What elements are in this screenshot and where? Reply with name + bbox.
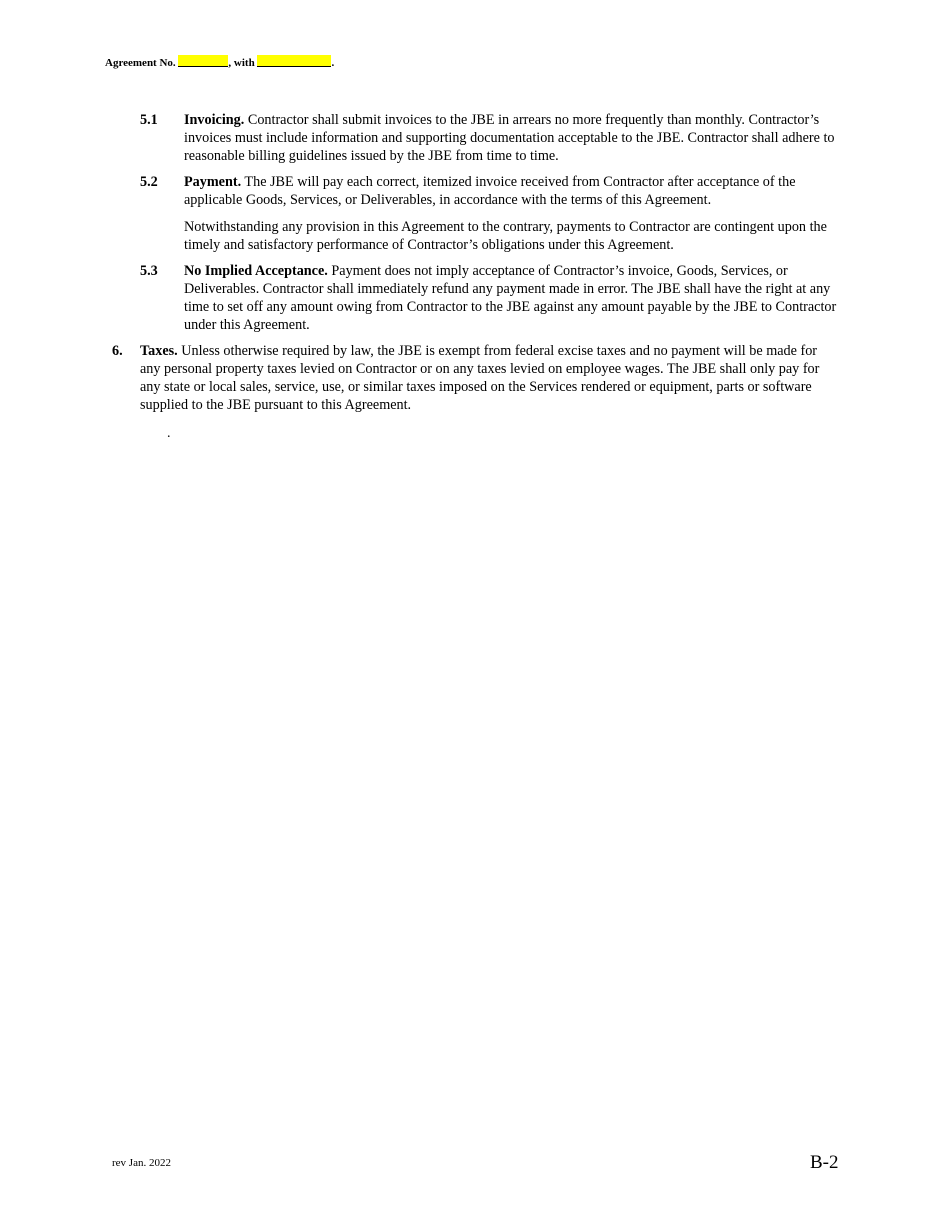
contractor-name-field[interactable] [257,55,331,67]
agreement-header [105,55,334,69]
agreement-with-label: , with [228,57,255,69]
section-text: Contractor shall submit invoices to the JBE in arrears no more frequently than monthly. Contractor’s invoices must include information and supporting documentation acceptable to the JBE. Contractor shall adhere to reasonable billing guidelines issued by the JBE from time to time. [184,112,835,164]
section-text: The JBE will pay each correct, itemized invoice received from Contractor after acceptance of the applicable Goods, Services, or Deliverables, in accordance with the terms of this Agreement. [184,174,796,208]
section-number: 5.2 [140,174,158,190]
stray-period: . [167,426,171,441]
revision-date: rev Jan. 2022 [112,1157,171,1169]
header-period: . [331,57,335,69]
document-body [105,111,840,422]
page-number: B-2 [810,1152,839,1173]
section-number: 6. [112,343,123,359]
section-paragraph [184,262,840,334]
section-title: Invoicing. [184,112,245,128]
section-paragraph [140,342,840,414]
section-number: 5.1 [140,112,158,128]
section-text: Unless otherwise required by law, the JBE is exempt from federal excise taxes and no payment will be made for any personal property taxes levied on Contractor or on any taxes levied on employee wages. The JBE shall only pay for any state or local sales, service, use, or similar taxes imposed on the Services rendered or equipment, parts or software supplied to the JBE pursuant to this Agreement. [140,343,820,413]
section-title: Payment. [184,174,242,190]
section-title: Taxes. [140,343,178,359]
agreement-number-field[interactable] [178,55,228,67]
section-number: 5.3 [140,263,158,279]
section-paragraph [184,173,840,209]
section-5-2 [105,173,840,254]
section-5-1 [105,111,840,165]
agreement-no-label: Agreement No. [105,57,176,69]
section-paragraph [184,111,840,165]
section-paragraph-2: Notwithstanding any provision in this Agreement to the contrary, payments to Contractor are contingent upon the timely and satisfactory performance of Contractor’s obligations under this Agreement. [184,219,827,253]
section-title: No Implied Acceptance. [184,263,328,279]
section-text: Payment does not imply acceptance of Contractor’s invoice, Goods, Services, or Deliverables. Contractor shall immediately refund any payment made in error. The JBE shall have the right at any time to set off any amount owing from Contractor to the JBE against any amount payable by the JBE to Contractor under this Agreement. [184,263,837,333]
section-6 [105,342,840,414]
section-5-3 [105,262,840,334]
